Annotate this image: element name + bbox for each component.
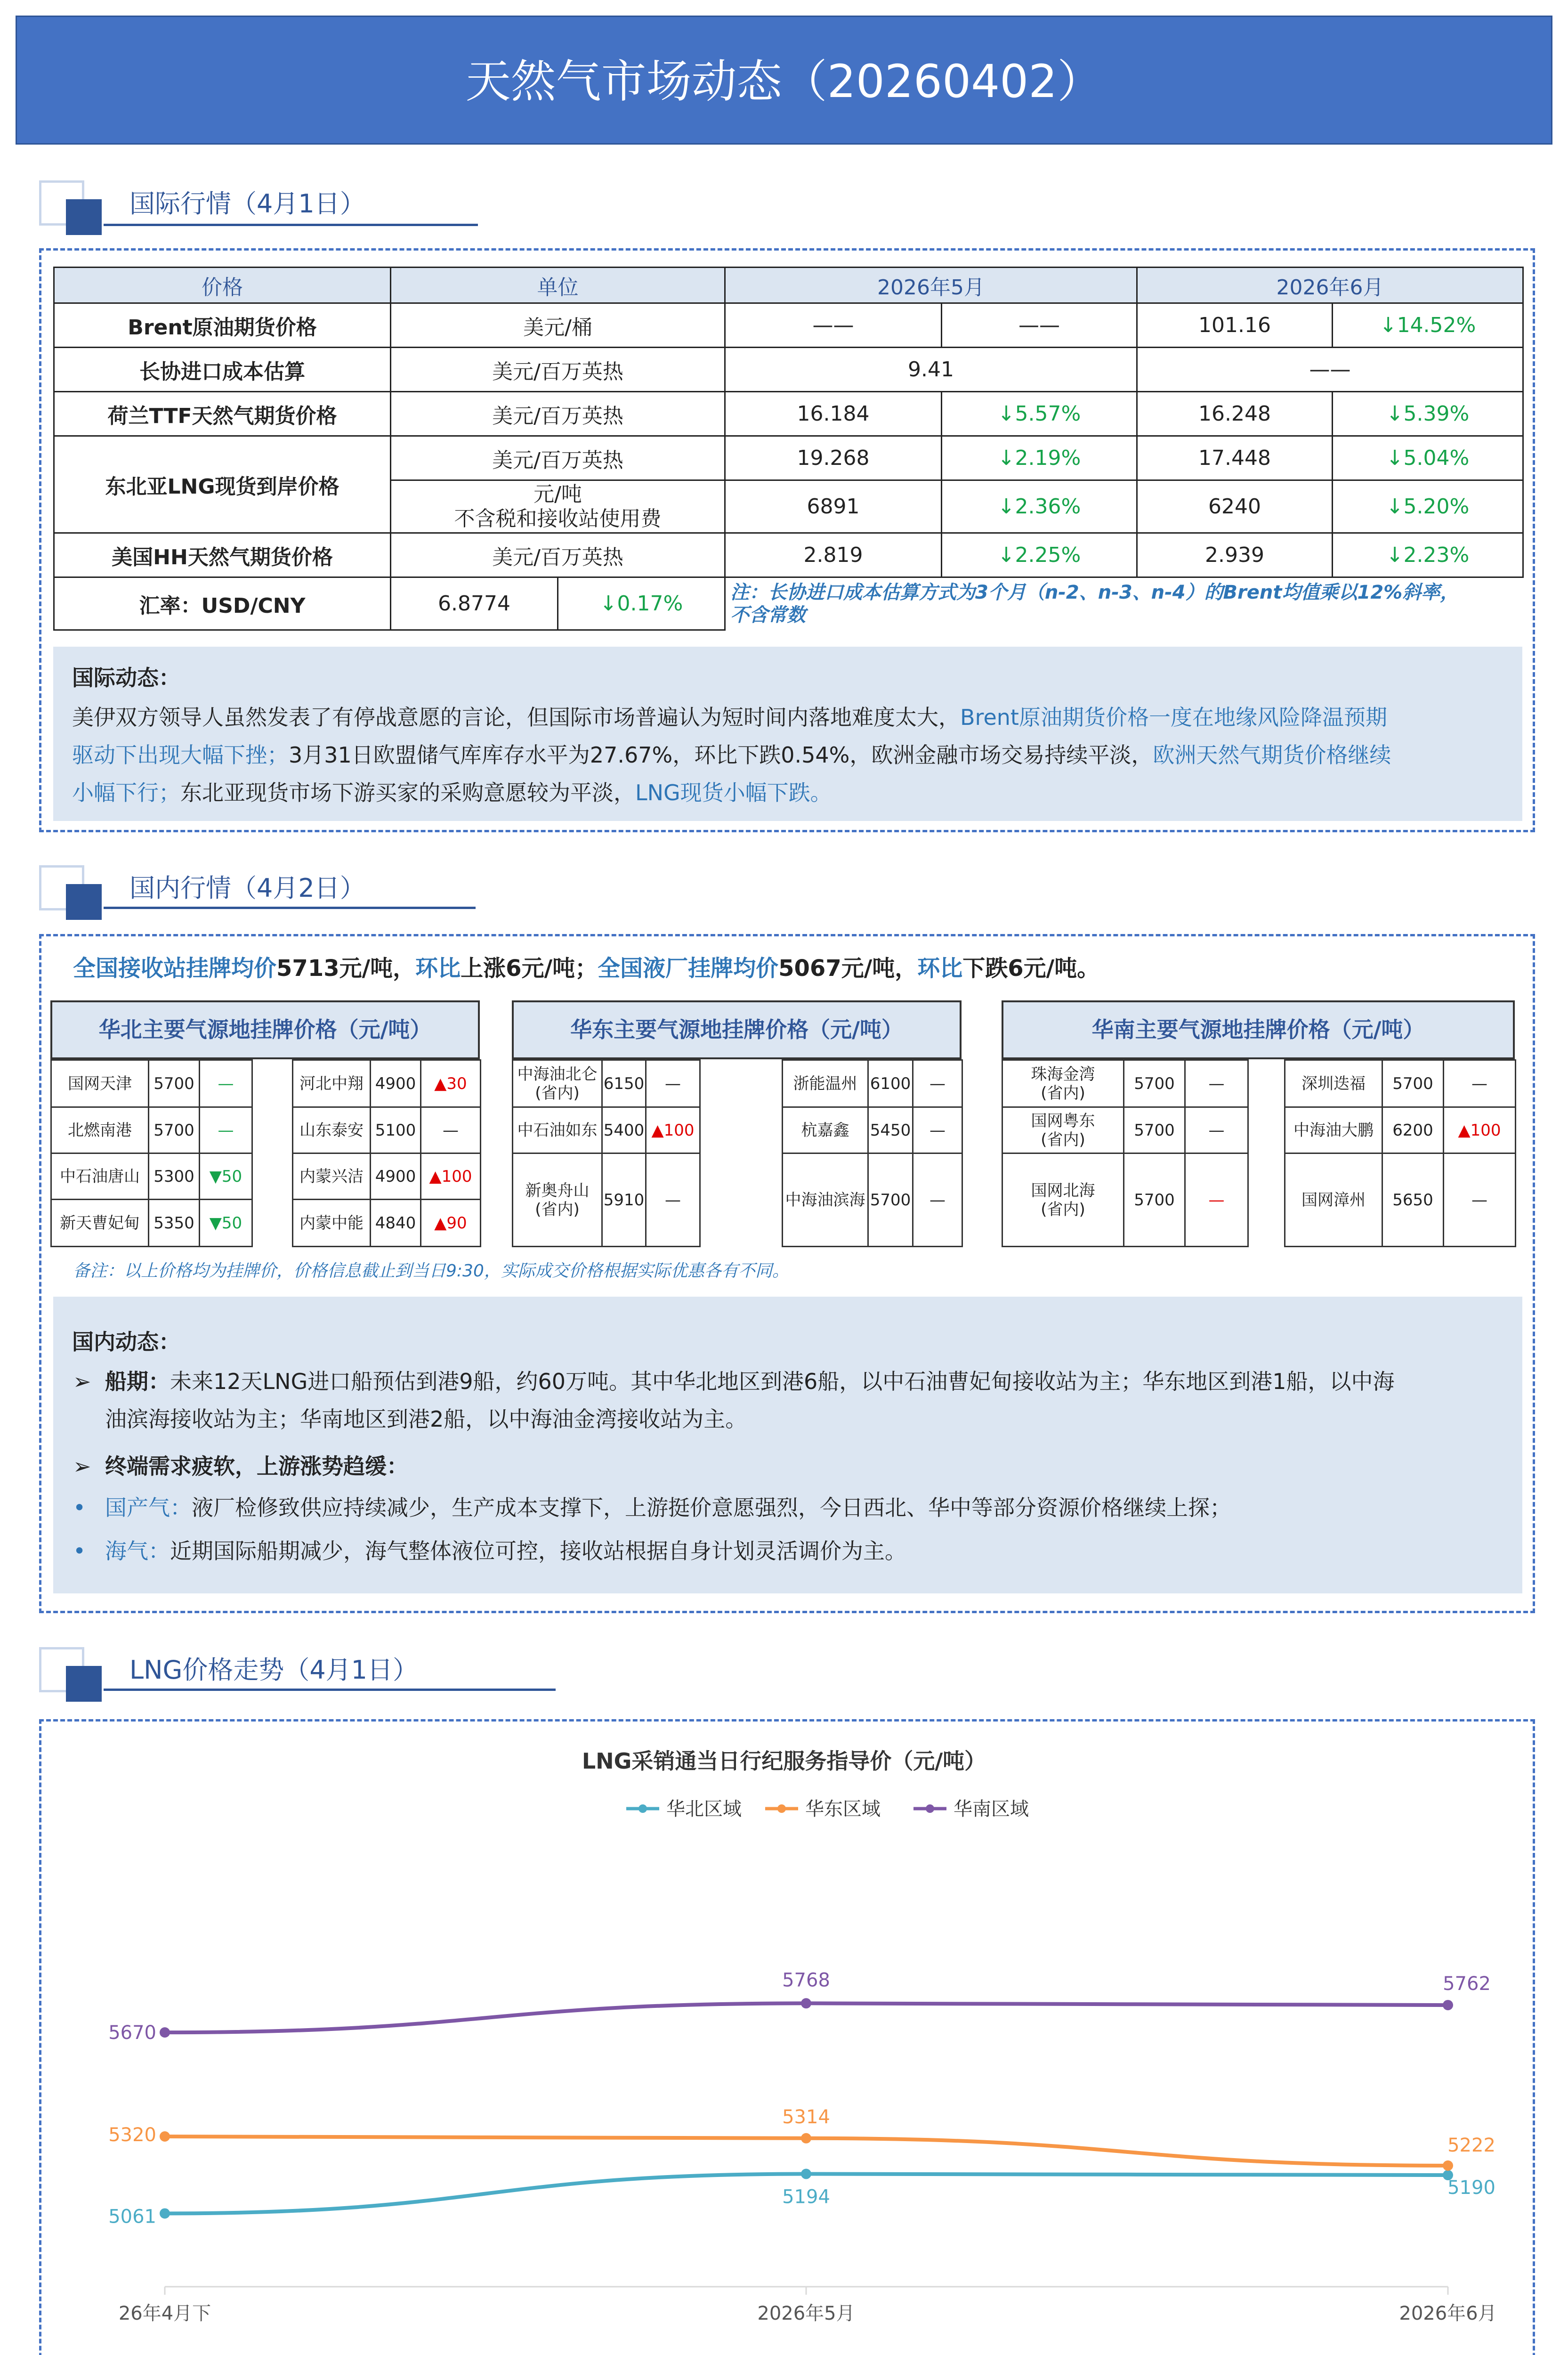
station-name: 新奥舟山 (省内) (513, 1153, 602, 1247)
data-label: 5762 (1443, 1973, 1491, 1995)
legend-marker (777, 1804, 786, 1813)
row-hh-may: 2.819 (725, 533, 942, 577)
station-name: 深圳迭福 (1285, 1060, 1382, 1107)
station-change: — (1444, 1153, 1516, 1247)
data-label: 5061 (108, 2206, 156, 2228)
header-unit: 单位 (391, 268, 725, 303)
data-point (801, 2169, 811, 2179)
intl-news-title: 国际动态： (72, 665, 180, 690)
bullet-dot-icon: • (73, 1538, 86, 1564)
row-hh-june-change: ↓2.23% (1333, 533, 1523, 577)
shipping-item: 船期：未来12天LNG进口船预估到港9船，约60万吨。其中华北地区到港6船，以中石油曹妃甸接收站为主；华东地区到港1船，以中海 (105, 1369, 1395, 1394)
station-name: 中海油滨海 (783, 1153, 868, 1247)
intl-news-line3: 小幅下行；东北亚现货市场下游买家的采购意愿较为平淡，LNG现货小幅下跌。 (72, 780, 832, 805)
station-change: — (1444, 1060, 1516, 1107)
station-name: 国网粤东 (省内) (1002, 1107, 1124, 1153)
station-price: 5450 (868, 1107, 913, 1153)
header-may: 2026年5月 (725, 268, 1137, 303)
row-fx-value: 6.8774 (391, 577, 558, 630)
station-change: — (421, 1107, 481, 1153)
row-brent-unit: 美元/桶 (391, 303, 725, 348)
station-change: ▼50 (200, 1153, 252, 1200)
x-axis-ticks (119, 2287, 1497, 2324)
south-china-title: 华南主要气源地挂牌价格（元/吨） (1002, 1000, 1515, 1059)
row-brent-june-change: ↓14.52% (1333, 303, 1523, 348)
legend-item (765, 1798, 881, 1820)
station-name: 新天曹妃甸 (51, 1200, 149, 1247)
station-change: — (1185, 1060, 1248, 1107)
station-name: 山东泰安 (293, 1107, 371, 1153)
station-price: 4840 (371, 1200, 421, 1247)
station-price: 5300 (149, 1153, 200, 1200)
station-price: 6200 (1382, 1107, 1444, 1153)
data-label: 5194 (782, 2186, 830, 2208)
station-price: 5350 (149, 1200, 200, 1247)
station-price: 5700 (1382, 1060, 1444, 1107)
station-name: 国网天津 (51, 1060, 149, 1107)
station-name: 中石油如东 (513, 1107, 602, 1153)
row-ltc-name: 长协进口成本估算 (54, 348, 391, 392)
row-neasia-unit-usd: 美元/百万英热 (391, 436, 725, 480)
legend-label: 华南区域 (954, 1798, 1029, 1820)
domestic-gas-item: 国产气：液厂检修致供应持续减少，生产成本支撑下，上游挺价意愿强烈，今日西北、华中等部分资源价格继续上探； (105, 1495, 1231, 1520)
x-tick-label: 2026年5月 (757, 2303, 855, 2324)
row-neasia-may-cny: 6891 (725, 480, 942, 533)
station-change: — (913, 1060, 962, 1107)
series-0 (108, 2169, 1495, 2228)
section-title-lng: LNG价格走势（4月1日） (129, 1655, 419, 1685)
chart-title: LNG采销通当日行纪服务指导价（元/吨） (582, 1748, 986, 1774)
header-price: 价格 (54, 268, 391, 303)
domestic-news-title: 国内动态： (72, 1329, 180, 1355)
station-change: — (913, 1107, 962, 1153)
data-label: 5222 (1447, 2134, 1495, 2156)
intl-news-line1: 美伊双方领导人虽然发表了有停战意愿的言论，但国际市场普遍认为短时间内落地难度太大，Brent原油期货价格一度在地缘风险降温预期 (72, 705, 1387, 730)
x-tick-label: 2026年6月 (1399, 2303, 1497, 2324)
station-price: 5700 (868, 1153, 913, 1247)
station-price: 5700 (149, 1060, 200, 1107)
row-ltc-unit: 美元/百万英热 (391, 348, 725, 392)
row-hh-june: 2.939 (1137, 533, 1333, 577)
station-name: 杭嘉鑫 (783, 1107, 868, 1153)
intl-news-line2: 驱动下出现大幅下挫；3月31日欧盟储气库库存水平为27.67%，环比下跌0.54%，欧洲金融市场交易持续平淡，欧洲天然气期货价格继续 (72, 742, 1391, 768)
data-label: 5190 (1447, 2177, 1495, 2199)
ltc-footnote-line1: 注：长协进口成本估算方式为3个月（n-2、n-3、n-4）的Brent均值乘以12%斜率， (730, 582, 1459, 604)
row-fx-change: ↓0.17% (558, 577, 725, 630)
station-price: 5700 (1124, 1107, 1185, 1153)
row-ttf-may: 16.184 (725, 392, 942, 436)
data-label: 5314 (782, 2106, 830, 2128)
row-neasia-june-usd: 17.448 (1137, 436, 1333, 480)
station-name: 内蒙中能 (293, 1200, 371, 1247)
legend-item (626, 1798, 742, 1820)
row-neasia-name: 东北亚LNG现货到岸价格 (54, 436, 391, 533)
data-point (1443, 2160, 1453, 2171)
station-change: — (913, 1153, 962, 1247)
station-price: 5400 (602, 1107, 646, 1153)
legend-label: 华北区域 (666, 1798, 742, 1820)
row-hh-may-change: ↓2.25% (942, 533, 1137, 577)
station-change: ▼50 (200, 1200, 252, 1247)
unit-cny-line1: 元/吨 (533, 482, 582, 506)
station-name: 河北中翔 (293, 1060, 371, 1107)
station-price: 4900 (371, 1153, 421, 1200)
station-price: 5700 (149, 1107, 200, 1153)
chart-legend (626, 1798, 1029, 1820)
row-brent-june: 101.16 (1137, 303, 1333, 348)
row-neasia-may-usd: 19.268 (725, 436, 942, 480)
legend-marker (926, 1804, 934, 1813)
series-2 (108, 1969, 1491, 2044)
data-label: 5768 (782, 1969, 830, 1991)
data-point (1443, 2000, 1453, 2010)
price-remark: 备注：以上价格均为挂牌价，价格信息截止到当日9:30，实际成交价格根据实际优惠各有不同。 (73, 1261, 789, 1281)
ltc-footnote-line2: 不含常数 (730, 604, 806, 626)
row-ttf-unit: 美元/百万英热 (391, 392, 725, 436)
row-ltc-may: 9.41 (725, 348, 1137, 392)
row-ttf-june-change: ↓5.39% (1333, 392, 1523, 436)
station-price: 5650 (1382, 1153, 1444, 1247)
station-name: 中石油唐山 (51, 1153, 149, 1200)
station-name: 中海油北仑 (省内) (513, 1060, 602, 1107)
legend-item (913, 1798, 1029, 1820)
station-change: — (200, 1107, 252, 1153)
station-price: 5700 (1124, 1153, 1185, 1247)
bullet-dot-icon: • (73, 1495, 86, 1520)
demand-item: 终端需求疲软，上游涨势趋缓： (105, 1454, 408, 1479)
section-title-domestic: 国内行情（4月2日） (129, 873, 365, 903)
station-name: 国网北海 (省内) (1002, 1153, 1124, 1247)
station-change: ▲100 (646, 1107, 700, 1153)
east-china-title: 华东主要气源地挂牌价格（元/吨） (512, 1000, 962, 1059)
row-brent-name: Brent原油期货价格 (54, 303, 391, 348)
domestic-summary: 全国接收站挂牌均价5713元/吨，环比上涨6元/吨；全国液厂挂牌均价5067元/吨，环比下跌6元/吨。 (73, 955, 1100, 982)
north-china-title: 华北主要气源地挂牌价格（元/吨） (50, 1000, 480, 1059)
station-change: ▲90 (421, 1200, 481, 1247)
row-neasia-june-usd-change: ↓5.04% (1333, 436, 1523, 480)
data-point (160, 2027, 170, 2038)
data-point (801, 1998, 811, 2008)
row-brent-may-change: —— (942, 303, 1137, 348)
page-title: 天然气市场动态（20260402） (465, 55, 1103, 108)
data-point (801, 2133, 811, 2144)
row-neasia-may-usd-change: ↓2.19% (942, 436, 1137, 480)
chart-series (108, 1969, 1495, 2227)
station-name: 内蒙兴洁 (293, 1153, 371, 1200)
station-price: 6100 (868, 1060, 913, 1107)
station-name: 国网漳州 (1285, 1153, 1382, 1247)
station-price: 5910 (602, 1153, 646, 1247)
row-ttf-may-change: ↓5.57% (942, 392, 1137, 436)
station-change: ▲100 (421, 1153, 481, 1200)
data-point (160, 2208, 170, 2218)
station-name: 珠海金湾 (省内) (1002, 1060, 1124, 1107)
row-neasia-may-cny-change: ↓2.36% (942, 480, 1137, 533)
row-neasia-june-cny-change: ↓5.20% (1333, 480, 1523, 533)
row-ltc-june: —— (1137, 348, 1523, 392)
station-change: — (646, 1153, 700, 1247)
sea-gas-item: 海气：近期国际船期减少，海气整体液位可控，接收站根据自身计划灵活调价为主。 (105, 1538, 906, 1564)
station-change: — (200, 1060, 252, 1107)
bullet-arrow-icon: ➢ (73, 1454, 91, 1479)
station-price: 5100 (371, 1107, 421, 1153)
station-price: 5700 (1124, 1060, 1185, 1107)
shipping-item-cont: 油滨海接收站为主；华南地区到港2船，以中海油金湾接收站为主。 (105, 1406, 747, 1432)
data-label: 5320 (108, 2124, 156, 2146)
row-ttf-june: 16.248 (1137, 392, 1333, 436)
legend-label: 华东区域 (805, 1798, 881, 1820)
x-tick-label: 26年4月下 (118, 2303, 211, 2324)
row-neasia-june-cny: 6240 (1137, 480, 1333, 533)
station-name: 浙能温州 (783, 1060, 868, 1107)
station-change: — (1185, 1153, 1248, 1247)
station-name: 北燃南港 (51, 1107, 149, 1153)
legend-marker (639, 1804, 647, 1813)
row-hh-unit: 美元/百万英热 (391, 533, 725, 577)
bullet-arrow-icon: ➢ (73, 1369, 91, 1394)
data-label: 5670 (108, 2022, 156, 2044)
row-hh-name: 美国HH天然气期货价格 (54, 533, 391, 577)
station-change: ▲30 (421, 1060, 481, 1107)
row-brent-may: —— (725, 303, 942, 348)
station-change: ▲100 (1444, 1107, 1516, 1153)
data-point (160, 2131, 170, 2142)
station-change: — (646, 1060, 700, 1107)
section-title-intl: 国际行情（4月1日） (129, 189, 365, 219)
row-fx-name: 汇率：USD/CNY (54, 577, 391, 630)
series-1 (108, 2106, 1495, 2171)
station-name: 中海油大鹏 (1285, 1107, 1382, 1153)
station-price: 6150 (602, 1060, 646, 1107)
station-price: 4900 (371, 1060, 421, 1107)
unit-cny-line2: 不含税和接收站使用费 (454, 506, 662, 531)
header-june: 2026年6月 (1137, 268, 1523, 303)
station-change: — (1185, 1107, 1248, 1153)
row-ttf-name: 荷兰TTF天然气期货价格 (54, 392, 391, 436)
